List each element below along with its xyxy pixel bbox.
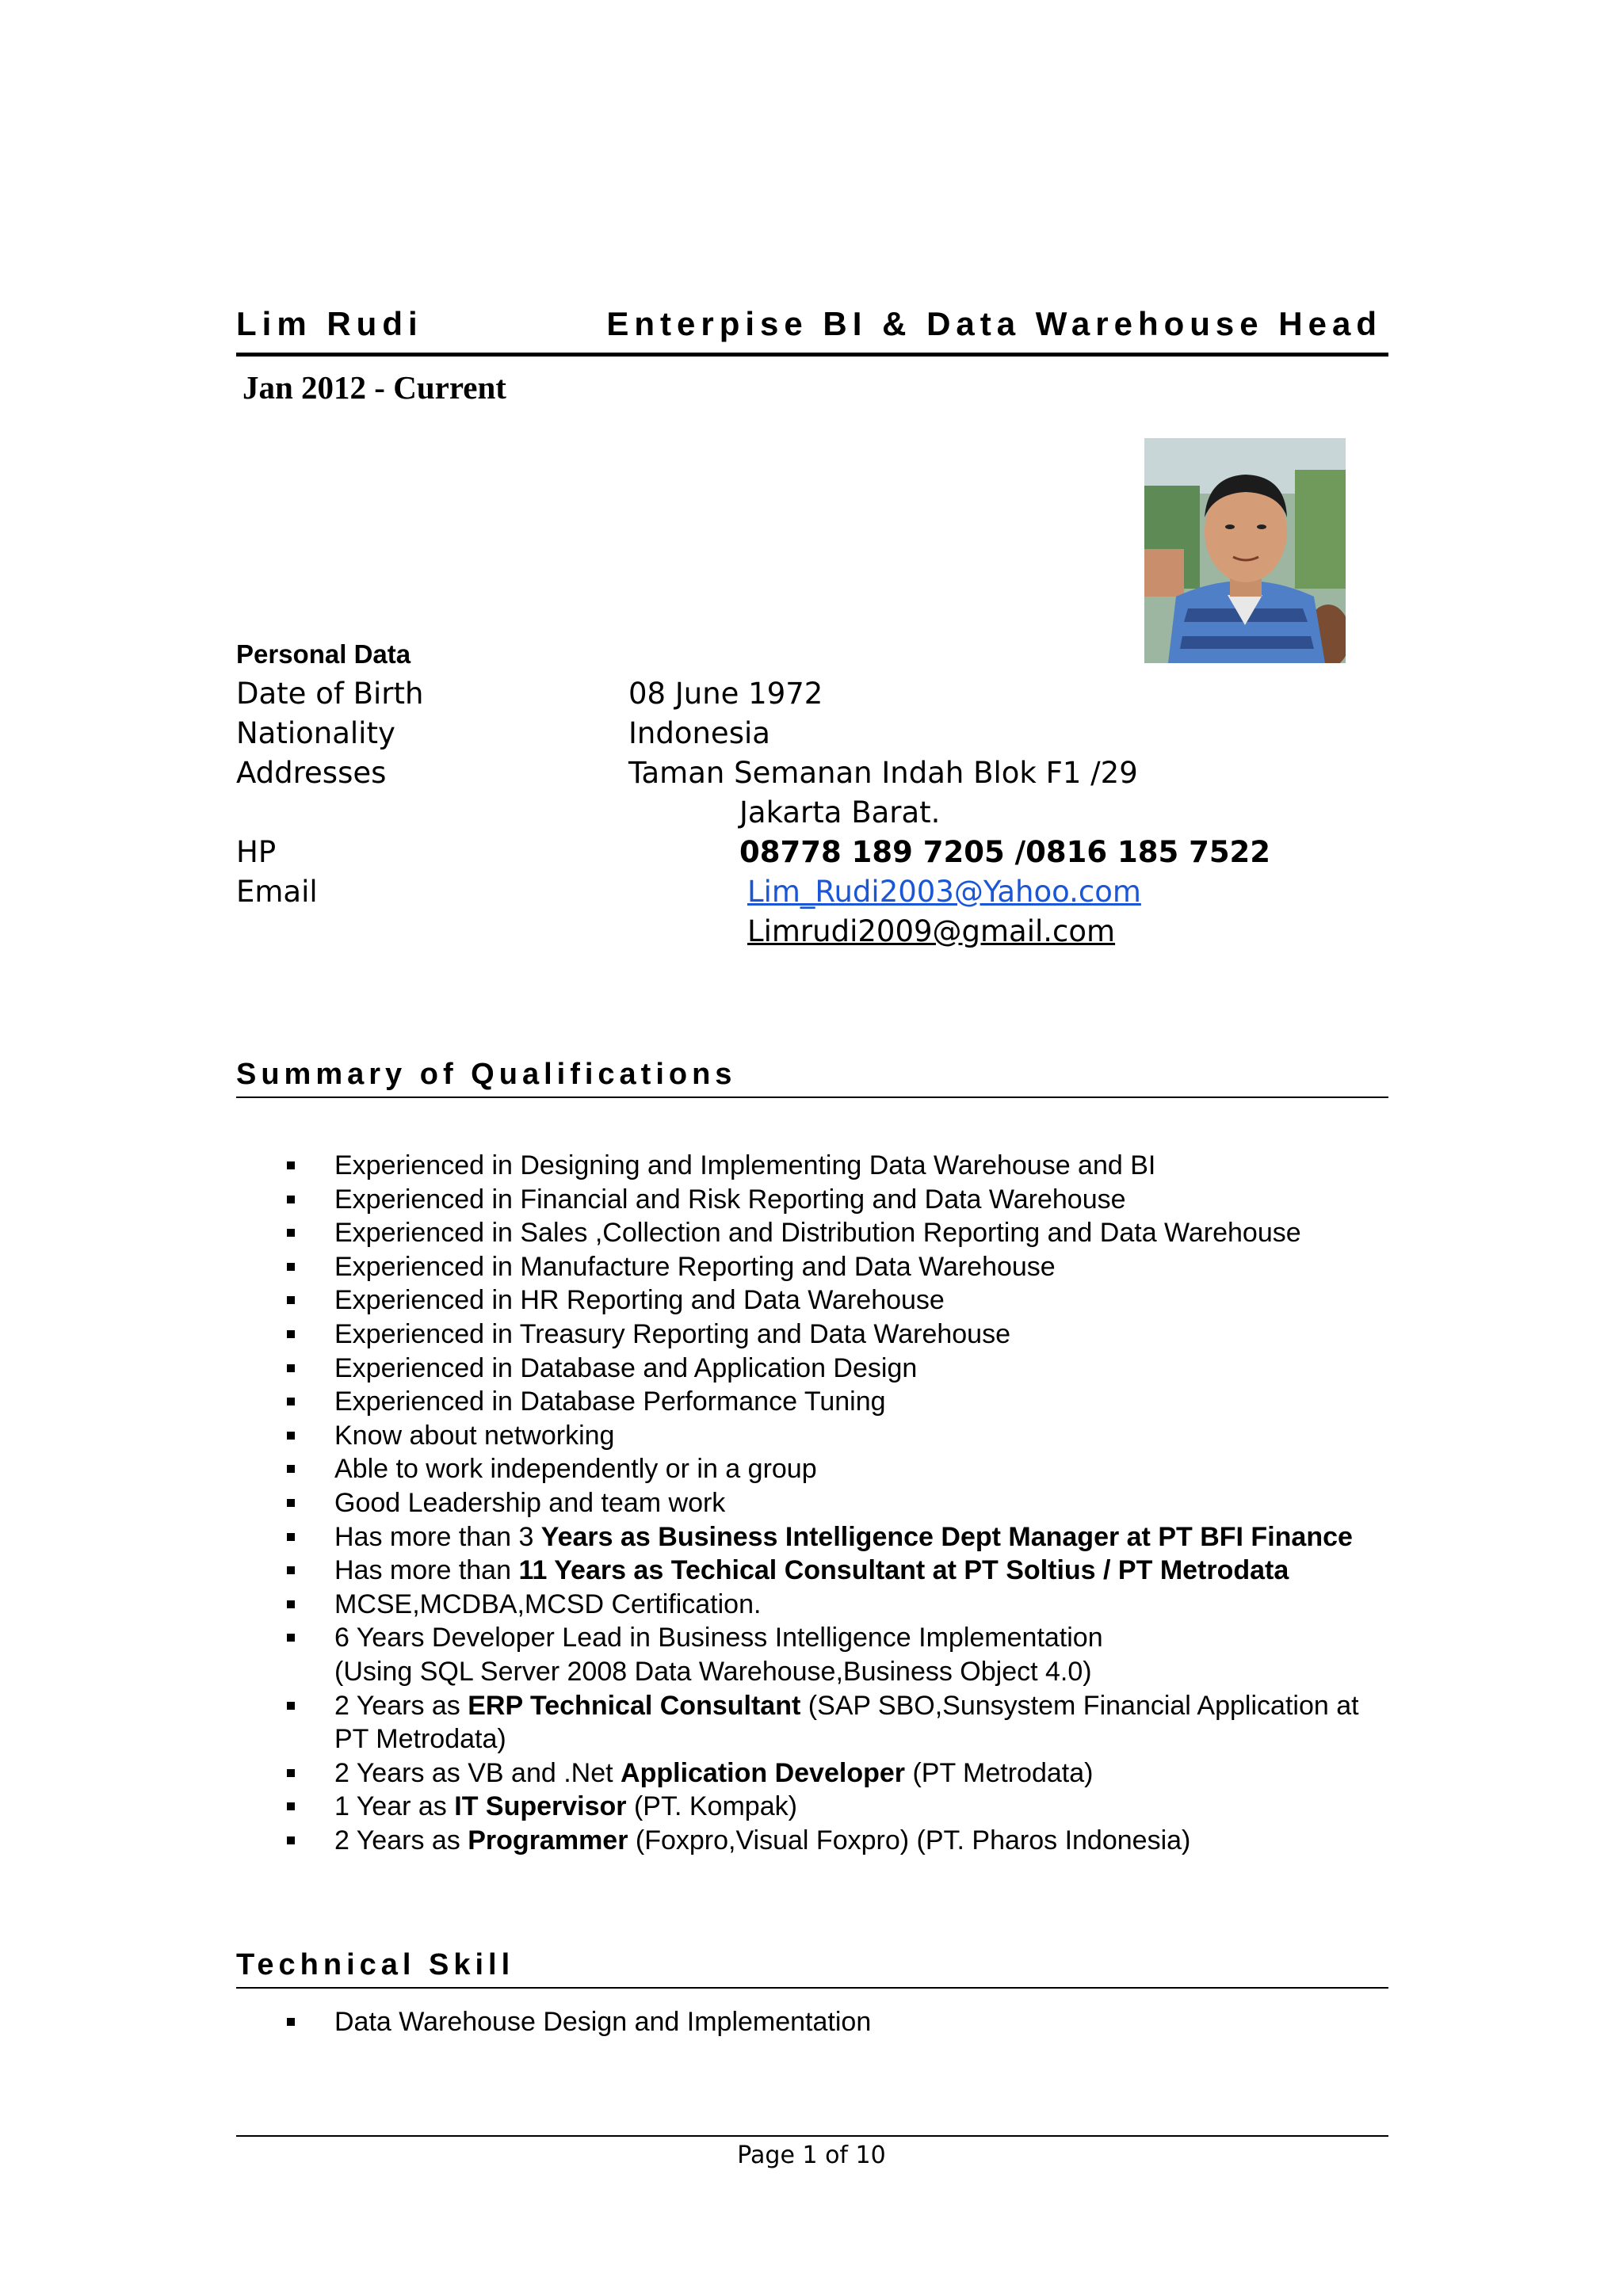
list-item-text: MCSE,MCDBA,MCSD Certification. xyxy=(334,1589,762,1619)
address-label: Addresses xyxy=(236,756,387,790)
list-item-text: IT Supervisor xyxy=(454,1791,627,1822)
list-item-text: Know about networking xyxy=(334,1420,615,1451)
job-title: Enterpise BI & Data Warehouse Head xyxy=(606,305,1382,342)
footer-divider xyxy=(236,2135,1388,2137)
list-item-text: Experienced in Sales ,Collection and Distribution Reporting and Data Warehouse xyxy=(334,1218,1301,1249)
list-item xyxy=(236,1790,1393,1824)
list-item xyxy=(236,1352,1393,1386)
page-number: Page 1 of 10 xyxy=(737,2142,886,2169)
email-link-yahoo[interactable]: Lim_Rudi2003@Yahoo.com xyxy=(747,875,1141,909)
list-item xyxy=(236,2005,1393,2039)
summary-list xyxy=(236,1149,1393,1857)
list-item-text: (PT Metrodata) xyxy=(905,1757,1094,1788)
technical-skill-list xyxy=(236,2005,1393,2039)
bullet-icon xyxy=(287,1196,295,1203)
bullet-icon xyxy=(287,1161,295,1169)
bullet-icon xyxy=(287,1769,295,1777)
job-period: Jan 2012 - Current xyxy=(242,369,506,406)
list-item xyxy=(236,1824,1393,1858)
address-line-2: Jakarta Barat. xyxy=(739,795,941,830)
list-item-text: 2 Years as VB and .Net xyxy=(334,1757,621,1788)
email-link-gmail[interactable]: Limrudi2009@gmail.com xyxy=(747,914,1116,948)
dob-label: Date of Birth xyxy=(236,677,424,711)
list-item-text: (Foxpro,Visual Foxpro) (PT. Pharos Indonesia) xyxy=(628,1825,1191,1855)
nationality-label: Nationality xyxy=(236,716,395,750)
list-item-text: (SAP SBO,Sunsystem Financial Application at PT Metrodata) xyxy=(334,1690,1359,1755)
dob-value: 08 June 1972 xyxy=(628,677,823,711)
list-item-text: Experienced in Designing and Implementing Data Warehouse and BI xyxy=(334,1150,1156,1180)
list-item xyxy=(236,1419,1393,1453)
list-item-text: (Using SQL Server 2008 Data Warehouse,Business Object 4.0) xyxy=(334,1656,1092,1687)
list-item xyxy=(236,1520,1393,1554)
bullet-icon xyxy=(287,1330,295,1338)
bullet-icon xyxy=(287,1364,295,1372)
list-item-text: Has more than 3 xyxy=(334,1521,541,1552)
list-item-text: Experienced in Treasury Reporting and Data Warehouse xyxy=(334,1318,1010,1349)
list-item xyxy=(236,1385,1393,1419)
list-item-text: 1 Year as xyxy=(334,1791,455,1822)
list-item xyxy=(236,1588,1393,1622)
bullet-icon xyxy=(287,1533,295,1541)
list-item-text: 2 Years as xyxy=(334,1690,468,1721)
list-item xyxy=(236,1486,1393,1520)
bullet-icon xyxy=(287,1802,295,1810)
bullet-icon xyxy=(287,1566,295,1574)
list-item xyxy=(236,1621,1393,1688)
list-item-text: Able to work independently or in a group xyxy=(334,1454,817,1485)
list-item xyxy=(236,1283,1393,1318)
candidate-name: Lim Rudi xyxy=(236,305,423,342)
bullet-icon xyxy=(287,1634,295,1642)
list-item-text: 2 Years as xyxy=(334,1825,468,1855)
list-item-text: Experienced in Database Performance Tuning xyxy=(334,1386,886,1417)
bullet-icon xyxy=(287,1836,295,1844)
list-item xyxy=(236,1149,1393,1183)
list-item xyxy=(236,1452,1393,1486)
bullet-icon xyxy=(287,1432,295,1440)
list-item xyxy=(236,1554,1393,1588)
list-item-text: 6 Years Developer Lead in Business Intelligence Implementation xyxy=(334,1623,1103,1653)
bullet-icon xyxy=(287,1229,295,1237)
list-item-text: Data Warehouse Design and Implementation xyxy=(334,2007,872,2037)
address-line-1: Taman Semanan Indah Blok F1 /29 xyxy=(628,756,1138,790)
bullet-icon xyxy=(287,1600,295,1608)
list-item-text: Experienced in HR Reporting and Data Warehouse xyxy=(334,1285,945,1316)
list-item-text: Good Leadership and team work xyxy=(334,1487,726,1518)
technical-skill-heading: Technical Skill xyxy=(236,1948,1388,1989)
bullet-icon xyxy=(287,2018,295,2026)
list-item-text: ERP Technical Consultant xyxy=(468,1690,801,1721)
list-item-text: (PT. Kompak) xyxy=(626,1791,797,1822)
hp-label: HP xyxy=(236,835,277,869)
list-item-text: Has more than xyxy=(334,1555,519,1586)
profile-photo xyxy=(1144,438,1346,663)
bullet-icon xyxy=(287,1702,295,1710)
list-item-text: Programmer xyxy=(468,1825,628,1855)
hp-value: 08778 189 7205 /0816 185 7522 xyxy=(739,835,1271,869)
bullet-icon xyxy=(287,1398,295,1405)
personal-data-heading: Personal Data xyxy=(236,639,411,669)
bullet-icon xyxy=(287,1499,295,1507)
list-item xyxy=(236,1183,1393,1217)
resume-header xyxy=(236,305,1388,357)
summary-heading: Summary of Qualifications xyxy=(236,1058,1388,1098)
list-item-text: Application Developer xyxy=(621,1757,905,1788)
list-item-text: Experienced in Financial and Risk Reporting and Data Warehouse xyxy=(334,1184,1126,1215)
list-item xyxy=(236,1756,1393,1791)
list-item xyxy=(236,1318,1393,1352)
bullet-icon xyxy=(287,1263,295,1271)
list-item-text: 11 Years as Techical Consultant at PT Soltius / PT Metrodata xyxy=(518,1555,1289,1586)
list-item-text: Years as Business Intelligence Dept Manager at PT BFI Finance xyxy=(540,1521,1353,1552)
list-item xyxy=(236,1689,1393,1756)
nationality-value: Indonesia xyxy=(628,716,770,750)
list-item-text: Experienced in Manufacture Reporting and Data Warehouse xyxy=(334,1251,1056,1282)
list-item xyxy=(236,1250,1393,1284)
list-item xyxy=(236,1216,1393,1250)
email-label: Email xyxy=(236,875,318,909)
list-item-text: Experienced in Database and Application Design xyxy=(334,1352,918,1383)
bullet-icon xyxy=(287,1465,295,1473)
bullet-icon xyxy=(287,1296,295,1304)
